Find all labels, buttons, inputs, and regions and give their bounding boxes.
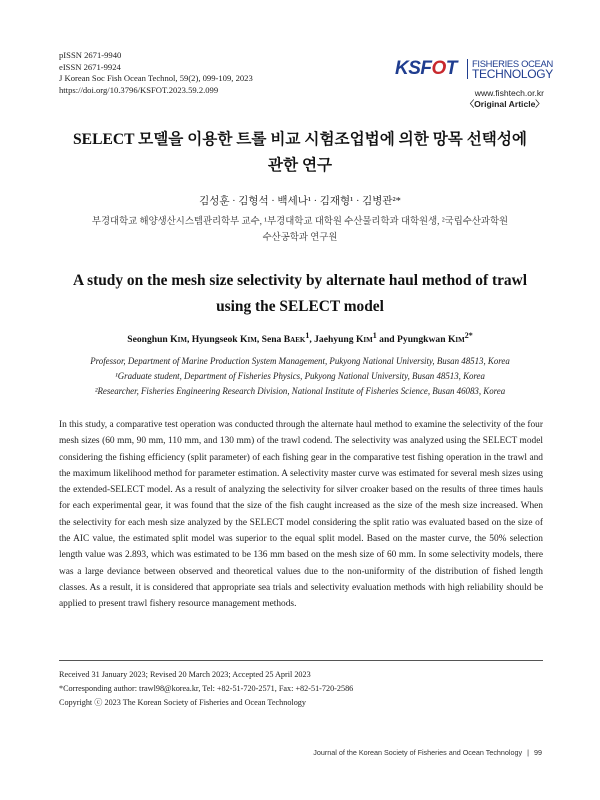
footnote-divider bbox=[59, 660, 543, 661]
corresponding-author: *Corresponding author: trawl98@korea.kr, Tel: +82-51-720-2571, Fax: +82-51-720-2586 bbox=[59, 684, 354, 694]
eissn: eISSN 2671-9924 bbox=[59, 61, 121, 72]
site-url[interactable]: www.fishtech.or.kr bbox=[474, 88, 544, 98]
received-dates: Received 31 January 2023; Revised 20 March 2023; Accepted 25 April 2023 bbox=[59, 670, 311, 679]
citation-block bbox=[59, 50, 253, 96]
english-title-line1: A study on the mesh size selectivity by alternate haul method of trawl bbox=[73, 272, 527, 289]
logo-mark-o: O bbox=[431, 58, 446, 79]
english-title bbox=[40, 268, 560, 320]
author: Jaehyung Kim$^1$ and bbox=[314, 331, 398, 346]
logo-line1: FISHERIES OCEAN bbox=[472, 58, 553, 69]
logo-mark-suffix: T bbox=[445, 58, 457, 79]
journal-citation: J Korean Soc Fish Ocean Technol, 59(2), 099-109, 2023 bbox=[59, 73, 253, 84]
footnotes bbox=[59, 668, 353, 711]
korean-title-line2: 관한 연구 bbox=[267, 157, 333, 174]
abstract: In this study, a comparative test operation was conducted through the alternate haul method to examine the selectivity of the four mesh sizes (60 mm, 90 mm, 110 mm, and 130 mm) of the trawl codend. The selectivity was analyzed using the SELECT model considering the fishing efficiency (split parameter) of each fishing gear in the comparative test fishing operation in the trawl and the maximum likelihood method for parameter estimation. A selectivity master curve was estimated for several mesh sizes using the extended-SELECT model. As a result of analyzing the selectivity for silver croaker based on the results of three times hauls for each experimental gear, it was found that the size of the fish caught increased as the size of the mesh size increased. When the selectivity for each mesh size analyzed by the SELECT model considering the split ratio was evaluated based on the size of the AIC value, the estimated split model was superior to the equal split model. Based on the master curve, the 50% selection length value was 2.893, which was estimated to be 136 mm based on the mesh size of 60 mm. In some selectivity models, there was a large deviance between observed and theoretical values due to the non-uniformity of the distribution of fished length classes. As a result, it is considered that appropriate sea trials and selectivity evaluation methods with high reliability should be applied to present trawl fishery resource management methods. bbox=[59, 420, 543, 610]
english-title-line2: using the SELECT model bbox=[216, 298, 384, 315]
korean-authors: 김성훈 · 김형석 · 백세나¹ · 김재형¹ · 김병관²* bbox=[199, 196, 401, 207]
english-affiliations bbox=[40, 354, 560, 399]
logo-line2: TECHNOLOGY bbox=[472, 67, 554, 81]
article-type: 〈Original Article〉 bbox=[465, 99, 544, 109]
footer-separator: | bbox=[527, 748, 529, 757]
journal-logo bbox=[395, 56, 554, 82]
copyright: Copyright ⓒ 2023 The Korean Society of Fisheries and Ocean Technology bbox=[59, 698, 306, 708]
footer-journal: Journal of the Korean Society of Fisheries and Ocean Technology bbox=[313, 748, 523, 757]
pissn: pISSN 2671-9940 bbox=[59, 50, 122, 60]
korean-affil-line2: 수산공학과 연구원 bbox=[262, 233, 338, 243]
author: Sena Baek$^1$, bbox=[261, 331, 315, 346]
doi-link[interactable]: https://doi.org/10.3796/KSFOT.2023.59.2.099 bbox=[59, 84, 219, 95]
korean-title bbox=[40, 127, 560, 179]
site-block bbox=[466, 88, 544, 110]
page-footer bbox=[313, 748, 542, 757]
logo-mark bbox=[395, 56, 457, 82]
english-affil-line3: ²Researcher, Fisheries Engineering Research Division, National Institute of Fisheries Science, Busan 46083, Korea bbox=[94, 386, 506, 396]
logo-mark-prefix: KSF bbox=[395, 58, 432, 79]
author: Pyungkwan Kim$^{2*}$ bbox=[397, 331, 473, 346]
english-authors bbox=[40, 331, 560, 345]
korean-title-line1: SELECT 모델을 이용한 트롤 비교 시험조업법에 의한 망목 선택성에 bbox=[73, 131, 527, 148]
korean-affil-line1: 부경대학교 해양생산시스템관리학부 교수, ¹부경대학교 대학원 수산물리학과 대학원생, ²국립수산과학원 bbox=[91, 217, 509, 227]
logo-divider bbox=[467, 59, 468, 79]
english-affil-line2: ¹Graduate student, Department of Fisheries Physics, Pukyong National University, Busan 48513, Korea bbox=[115, 371, 485, 381]
author: Seonghun Kim, bbox=[127, 334, 192, 346]
page-number: 99 bbox=[534, 748, 542, 757]
english-affil-line1: Professor, Department of Marine Production System Management, Pukyong National University, Busan 48513, Korea bbox=[90, 356, 510, 366]
korean-affiliations bbox=[50, 214, 550, 246]
author: Hyungseok Kim, bbox=[191, 334, 262, 346]
logo-text bbox=[472, 59, 553, 80]
